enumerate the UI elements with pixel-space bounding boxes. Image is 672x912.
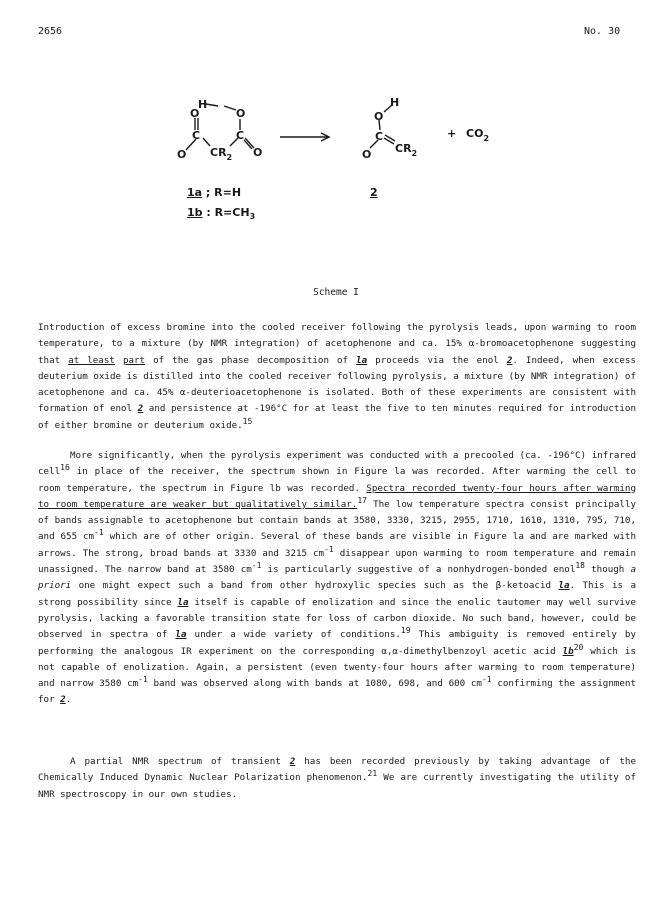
atom-o: O: [362, 148, 372, 161]
atom-cr2: $CR_2$: [210, 146, 233, 162]
compound-label-2: 2: [370, 186, 378, 199]
compound-ref: la: [356, 354, 368, 366]
compound-ref: lb: [562, 645, 574, 657]
atom-o: O: [190, 107, 200, 120]
issue-number: No. 30: [584, 26, 621, 37]
paragraph-3: A partial NMR spectrum of transient 2 has been recorded previously by taking advantage of the Chemically Induced Dynamic Nuclear Polarization phenomenon.$^{21}$ We are currently investigating the utility of NMR spectroscopy in our own studies.: [38, 756, 636, 800]
paragraph-2: More significantly, when the pyrolysis experiment was conducted with a precooled (ca. -196°C) infrared cell$^{16}$ in place of the receiver, the spectrum shown in Figure la was recorded. After warming the cell to room temperature, the spectrum in Figure lb was recorded. Spectra recorded twenty-four hours after warming to room temperature are weaker but qualitatively similar.$^{17}$ The low temperature spectra consist principally of bands assignable to acetophenone but contain bands at 3580, 3330, 3215, 2955, 1710, 1610, 1310, 795, 710, and 655 $cm^{-1}$ which are of other origin. Several of these bands are visible in Figure la and are marked with arrows. The strong, broad bands at 3330 and 3215 $cm^{-1}$ disappear upon warming to room temperature and remain unassigned. The narrow band at 3580 $cm^{-1}$ is particularly suggestive of a nonhydrogen-bonded enol$^{18}$ though a priori one might expect such a band from other hydroxylic species such as the β-ketoacid la. This is a strong possibility since la itself is capable of enolization and since the enolic tautomer may well survive pyrolysis, lacking a favorable transition state for loss of carbon dioxide. No such band, however, could be observed in spectra of la under a wide variety of conditions.$^{19}$ This ambiguity is removed entirely by performing the analogous IR experiment on the corresponding α,α-dimethylbenzoyl acetic acid $lb^{20}$ which is not capable of enolization. Again, a persistent (even twenty-four hours after warming to room temperature) and narrow 3580 $cm^{-1}$ band was observed along with bands at 1080, 698, and 600 $cm^{-1}$ confirming the assignment for 2.: [38, 450, 636, 706]
atom-o: O: [236, 107, 246, 120]
atom-cr2: $CR_2$: [395, 142, 418, 158]
atom-h: H: [198, 98, 208, 111]
compound-ref: 2: [289, 756, 296, 767]
compound-ref: 2: [60, 694, 66, 706]
compound-ref: la: [558, 580, 570, 592]
atom-h: H: [390, 96, 400, 109]
plus-sign: +: [447, 127, 457, 140]
compound-ref: 2: [137, 403, 144, 415]
carbon-dioxide: $CO_2$: [466, 127, 490, 143]
compound-ref: la: [177, 596, 189, 608]
atom-c: C: [192, 129, 201, 142]
compound-ref: la: [175, 629, 187, 641]
atom-c: C: [375, 130, 384, 143]
atom-o: O: [253, 146, 263, 159]
atom-o: O: [177, 148, 187, 161]
paragraph-1: Introduction of excess bromine into the cooled receiver following the pyrolysis leads, upon warming to room temperature, to a mixture (by NMR integration) of acetophenone and ca. 15% α-bromoacetophenone suggesting that at least part of the gas phase decomposition of la proceeds via the enol 2. Indeed, when excess deuterium oxide is distilled into the cooled receiver following pyrolysis, a mixture (by NMR integration) of acetophenone and ca. 45% α-deuterioacetophenone is isolated. Both of these experiments are consistent with formation of enol 2 and persistence at -196°C for at least the five to ten minutes required for introduction of either bromine or deuterium oxide.$^{15}$: [38, 322, 636, 431]
reaction-scheme: [150, 90, 510, 170]
compound-label-1a: 1a ; R=H: [187, 186, 242, 199]
atom-o: O: [374, 110, 384, 123]
compound-label-1b: 1b : $R=CH_3$: [187, 206, 256, 222]
scheme-caption: Scheme I: [313, 287, 359, 298]
compound-ref: 2: [506, 354, 513, 366]
page-number: 2656: [38, 26, 63, 37]
atom-c: C: [236, 129, 245, 142]
